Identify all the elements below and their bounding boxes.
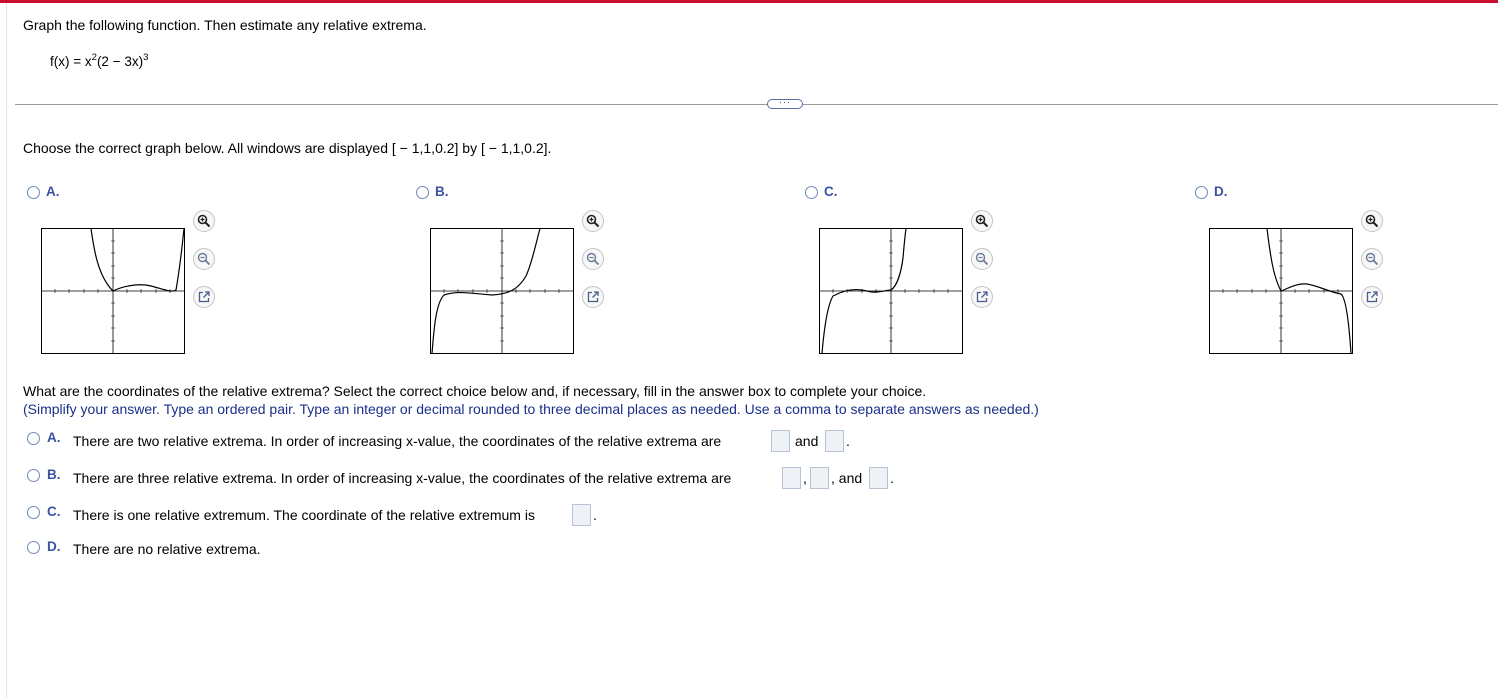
section-divider bbox=[15, 104, 1498, 105]
option-b-radio[interactable] bbox=[416, 186, 429, 199]
choice-b-text: There are three relative extrema. In order of increasing x-value, the coordinates of the relative extrema are bbox=[73, 470, 732, 486]
graph-option-d bbox=[1209, 228, 1353, 354]
choice-b-letter[interactable]: B. bbox=[47, 467, 61, 482]
function-lhs: f(x) = x bbox=[50, 54, 92, 69]
expand-button[interactable]: ··· bbox=[767, 99, 803, 109]
option-c-label[interactable]: C. bbox=[824, 184, 838, 199]
option-c-zoom-in-icon[interactable] bbox=[971, 210, 993, 232]
choice-d-text: There are no relative extrema. bbox=[73, 541, 261, 557]
choice-c-period: . bbox=[593, 507, 597, 523]
option-b-label[interactable]: B. bbox=[435, 184, 449, 199]
option-b-open-new-window-icon[interactable] bbox=[582, 286, 604, 308]
choice-b-answer-1[interactable] bbox=[782, 467, 801, 489]
choice-a-period: . bbox=[846, 433, 850, 449]
part2-prompt: What are the coordinates of the relative extrema? Select the correct choice below and, if necessary, fill in the answer box to complete your choice. bbox=[23, 383, 927, 399]
option-b-zoom-out-icon[interactable] bbox=[582, 248, 604, 270]
choice-a-radio[interactable] bbox=[27, 432, 40, 445]
option-a-radio[interactable] bbox=[27, 186, 40, 199]
left-border bbox=[6, 3, 7, 698]
choice-b-radio[interactable] bbox=[27, 469, 40, 482]
choice-a-and: and bbox=[795, 433, 819, 449]
choice-c-text: There is one relative extremum. The coordinate of the relative extremum is bbox=[73, 507, 535, 523]
option-d-zoom-out-icon[interactable] bbox=[1361, 248, 1383, 270]
choice-c-radio[interactable] bbox=[27, 506, 40, 519]
option-a-zoom-out-icon[interactable] bbox=[193, 248, 215, 270]
choice-a-letter[interactable]: A. bbox=[47, 430, 61, 445]
function-factor: (2 − 3x) bbox=[96, 54, 144, 69]
option-d-label[interactable]: D. bbox=[1214, 184, 1228, 199]
option-c-zoom-out-icon[interactable] bbox=[971, 248, 993, 270]
choice-b-period: . bbox=[890, 470, 894, 486]
choice-c-answer-1[interactable] bbox=[572, 504, 591, 526]
choice-d-radio[interactable] bbox=[27, 541, 40, 554]
choice-a-answer-1[interactable] bbox=[771, 430, 790, 452]
choice-c-letter[interactable]: C. bbox=[47, 504, 61, 519]
graph-option-c bbox=[819, 228, 963, 354]
choice-b-answer-2[interactable] bbox=[810, 467, 829, 489]
option-c-radio[interactable] bbox=[805, 186, 818, 199]
choice-d-letter[interactable]: D. bbox=[47, 539, 61, 554]
option-d-radio[interactable] bbox=[1195, 186, 1208, 199]
function-definition bbox=[50, 54, 148, 69]
function-exponent-2: 3 bbox=[143, 52, 149, 63]
option-a-label[interactable]: A. bbox=[46, 184, 60, 199]
option-a-open-new-window-icon[interactable] bbox=[193, 286, 215, 308]
graph-option-b bbox=[430, 228, 574, 354]
choice-b-and: , and bbox=[831, 470, 863, 486]
option-b-zoom-in-icon[interactable] bbox=[582, 210, 604, 232]
option-c-open-new-window-icon[interactable] bbox=[971, 286, 993, 308]
choice-a-text: There are two relative extrema. In order of increasing x-value, the coordinates of the relative extrema are bbox=[73, 433, 722, 449]
option-d-open-new-window-icon[interactable] bbox=[1361, 286, 1383, 308]
option-a-zoom-in-icon[interactable] bbox=[193, 210, 215, 232]
choice-b-comma: , bbox=[803, 470, 807, 486]
choice-b-answer-3[interactable] bbox=[869, 467, 888, 489]
top-accent-bar bbox=[0, 0, 1498, 3]
part1-prompt: Choose the correct graph below. All windows are displayed [ − 1,1,0.2] by [ − 1,1,0.2]. bbox=[23, 140, 552, 156]
function-exponent-1: 2 bbox=[91, 52, 97, 63]
graph-option-a bbox=[41, 228, 185, 354]
option-d-zoom-in-icon[interactable] bbox=[1361, 210, 1383, 232]
part2-hint: (Simplify your answer. Type an ordered pair. Type an integer or decimal rounded to three decimal places as needed. Use a comma to separate answers as needed.) bbox=[23, 401, 1039, 417]
choice-a-answer-2[interactable] bbox=[825, 430, 844, 452]
question-instruction: Graph the following function. Then estimate any relative extrema. bbox=[23, 17, 427, 33]
